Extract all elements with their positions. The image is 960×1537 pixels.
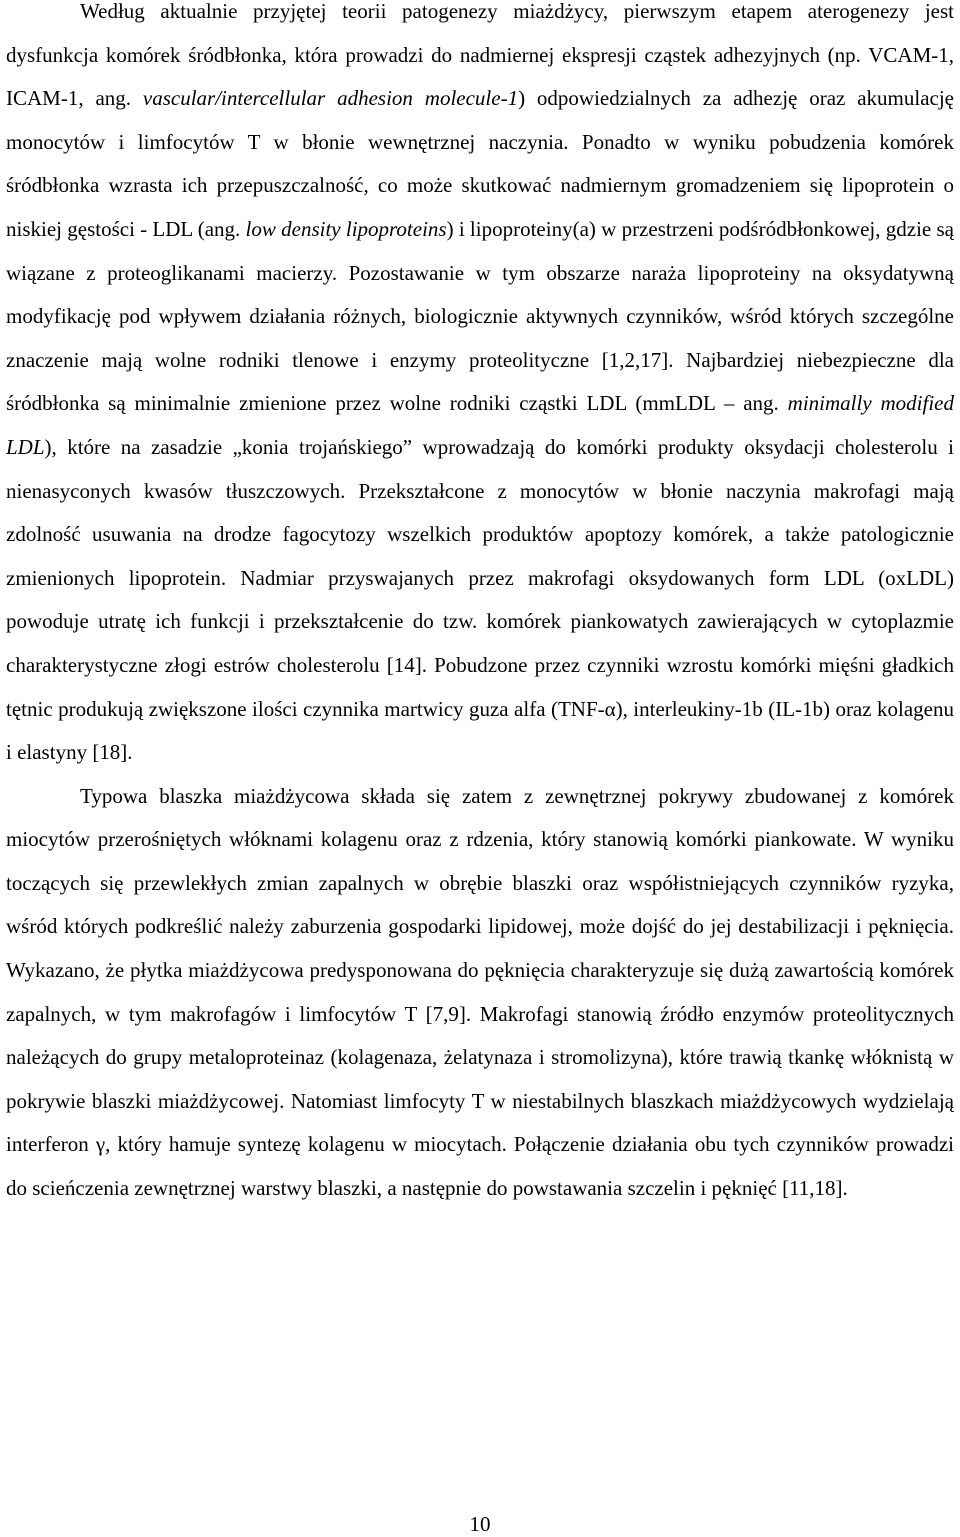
body-paragraph-2: [6, 775, 954, 1211]
page-number: 10: [469, 1512, 491, 1536]
document-page: [6, 0, 954, 1211]
text-segment: Typowa blaszka miażdżycowa składa się zatem z zewnętrznej pokrywy zbudowanej z komórek miocytów przerośniętych włóknami kolagenu oraz z rdzenia, który stanowią komórki piankowate. W wyniku toczących się przewlekłych zmian zapalnych w obrębie blaszki oraz współistniejących czynników ryzyka, wśród których podkreślić należy zaburzenia gospodarki lipidowej, może dojść do jej destabilizacji i pęknięcia. Wykazano, że płytka miażdżycowa predysponowana do pęknięcia charakteryzuje się dużą zawartością komórek zapalnych, w tym makrofagów i limfocytów T [7,9]. Makrofagi stanowią źródło enzymów proteolitycznych należących do grupy metaloproteinaz (kolagenaza, żelatynaza i stromolizyna), które trawią tkankę włóknistą w pokrywie blaszki miażdżycowej. Natomiast limfocyty T w niestabilnych blaszkach miażdżycowych wydzielają interferon γ, który hamuje syntezę kolagenu w miocytach. Połączenie działania obu tych czynników prowadzi do scieńczenia zewnętrznej warstwy blaszki, a następnie do powstawania szczelin i pęknięć [11,18].: [6, 783, 954, 1201]
text-segment: ) i lipoproteiny(a) w przestrzeni podśródbłonkowej, gdzie są wiązane z proteoglikanami macierzy. Pozostawanie w tym obszarze naraża lipoproteiny na oksydatywną modyfikację pod wpływem działania różnych, biologicznie aktywnych czynników, wśród których szczególne znaczenie mają wolne rodniki tlenowe i enzymy proteolityczne [1,2,17]. Najbardziej niebezpieczne dla śródbłonka są minimalnie zmienione przez wolne rodniki cząstki LDL (mmLDL – ang.: [6, 216, 954, 416]
italic-text-segment: vascular/intercellular adhesion molecule-1: [142, 86, 519, 111]
text-segment: Według aktualnie przyjętej teorii patogenezy miażdżycy, pierwszym etapem aterogenezy jest dysfunkcja komórek śródbłonka, która prowadzi do nadmiernej ekspresji cząstek adhezyjnych (np. VCAM-1, ICAM-1, ang.: [6, 0, 954, 111]
text-segment: ), które na zasadzie „konia trojańskiego” wprowadzają do komórki produkty oksydacji cholesterolu i nienasyconych kwasów tłuszczowych. Przekształcone z monocytów w błonie naczynia makrofagi mają zdolność usuwania na drodze fagocytozy wszelkich produktów apoptozy komórek, a także patologicznie zmienionych lipoprotein. Nadmiar przyswajanych przez makrofagi oksydowanych form LDL (oxLDL) powoduje utratę ich funkcji i przekształcenie do tzw. komórek piankowatych zawierających w cytoplazmie charakterystyczne złogi estrów cholesterolu [14]. Pobudzone przez czynniki wzrostu komórki mięśni gładkich tętnic produkują zwiększone ilości czynnika martwicy guza alfa (TNF-α), interleukiny-1b (IL-1b) oraz kolagenu i elastyny [18].: [6, 434, 954, 765]
text-segment: ) odpowiedzialnych za adhezję oraz akumulację monocytów i limfocytów T w błonie wewnętrznej naczynia. Ponadto w wyniku pobudzenia komórek śródbłonka wzrasta ich przepuszczalność, co może skutkować nadmiernym gromadzeniem się lipoprotein o niskiej gęstości - LDL (ang.: [6, 86, 954, 241]
italic-text-segment: minimally modified LDL: [6, 391, 954, 459]
italic-text-segment: low density lipoproteins: [245, 216, 447, 241]
body-paragraph-1: [6, 0, 954, 775]
